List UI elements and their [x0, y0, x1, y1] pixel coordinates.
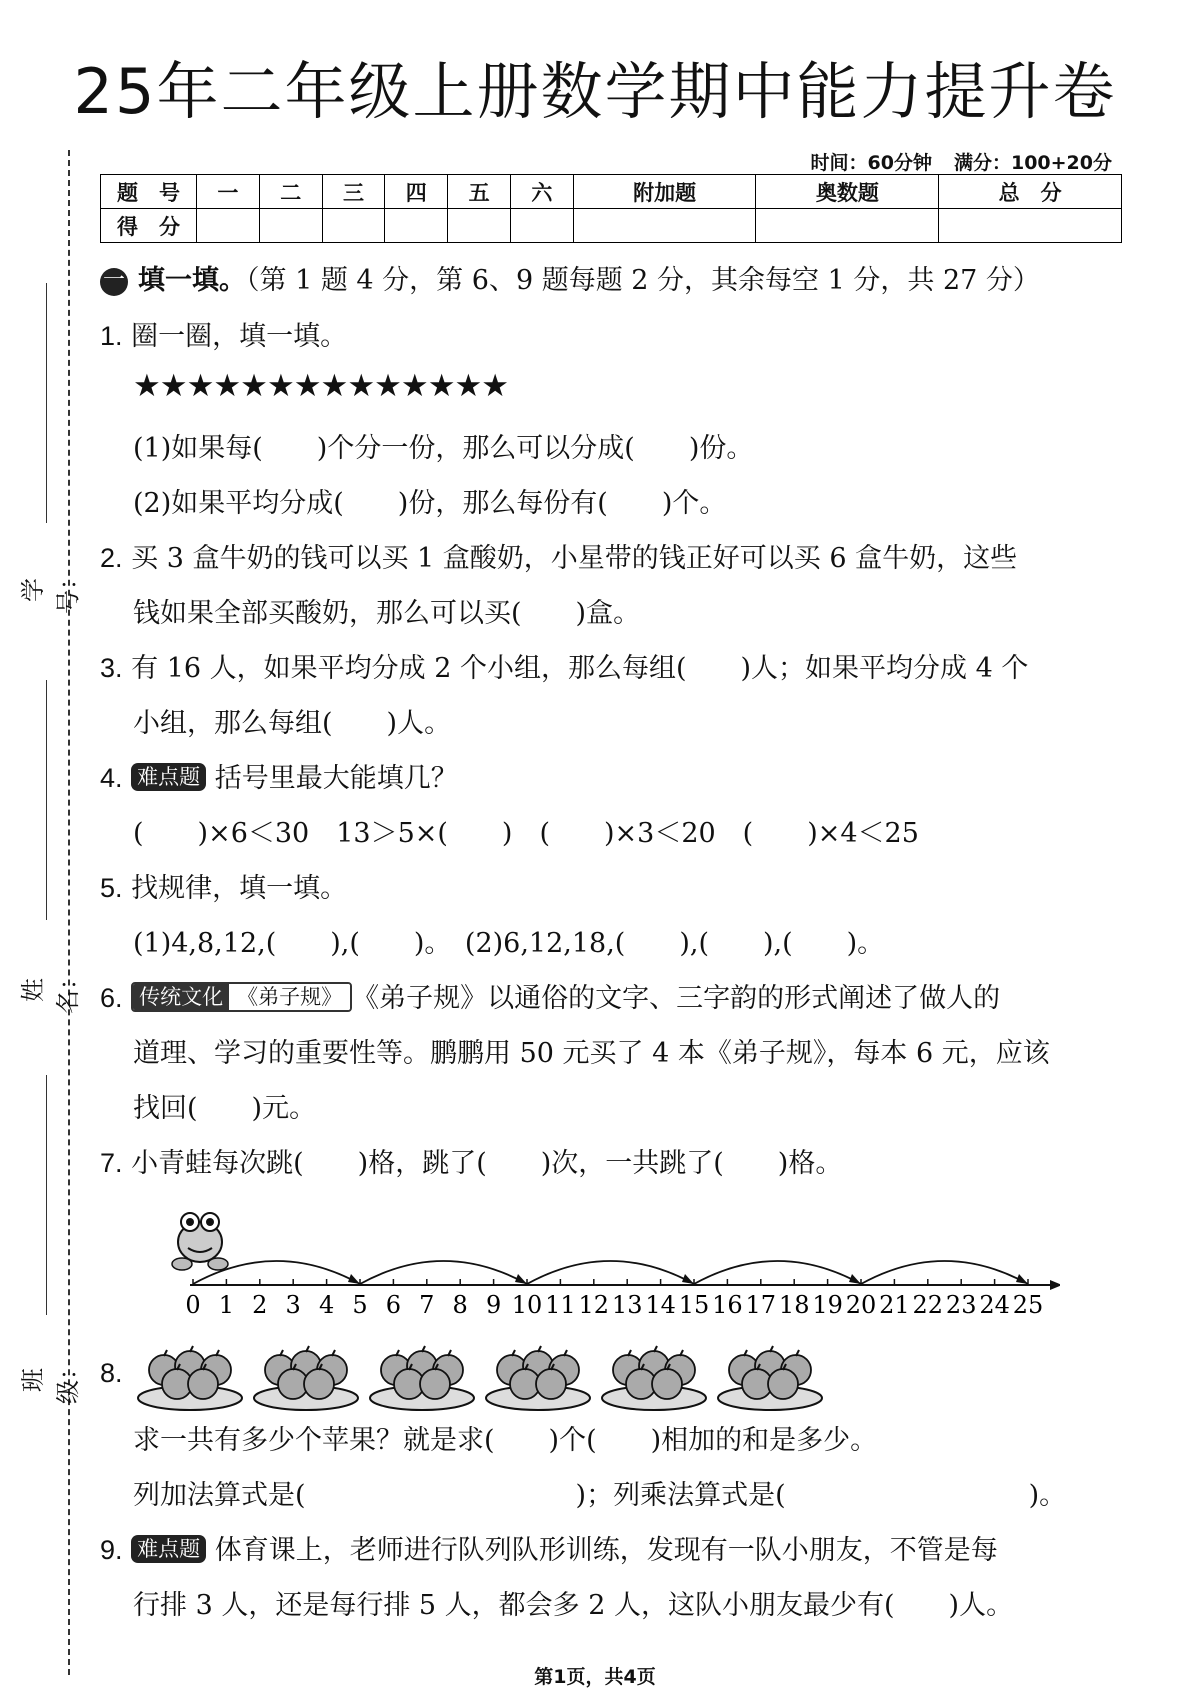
section-number-icon: 一: [100, 268, 128, 296]
banji-line[interactable]: [46, 1075, 47, 1315]
tick-label: 6: [385, 1291, 402, 1319]
question-6-line-2: 道理、学习的重要性等。鹏鹏用 50 元买了 4 本《弟子规》，每本 6 元，应该: [133, 1038, 1050, 1069]
question-3: [100, 646, 1028, 685]
jump-arc: [527, 1261, 694, 1284]
tick-label: 5: [352, 1291, 368, 1319]
arc-arrow-icon: [849, 1274, 861, 1284]
score-table-row: [101, 209, 1122, 243]
question-9-line-2: 行排 3 人，还是每行排 5 人，都会多 2 人，这队小朋友最少有( )人。: [133, 1590, 1014, 1621]
tick-label: 24: [979, 1291, 1010, 1319]
question-number: 6.: [100, 983, 123, 1013]
score-col: 一: [197, 175, 260, 209]
tick-label: 18: [778, 1291, 810, 1319]
score-col: 奥数题: [756, 175, 939, 209]
score-table: [100, 174, 1122, 243]
jump-arc: [360, 1261, 527, 1284]
xuehao-line[interactable]: [46, 283, 47, 523]
tick-label: 9: [485, 1291, 502, 1319]
apple-plate: [138, 1346, 242, 1410]
score-col: 总 分: [939, 175, 1122, 209]
xingming-line[interactable]: [46, 680, 47, 920]
question-number: 3.: [100, 653, 123, 683]
tick-label: 11: [545, 1291, 576, 1319]
score-cell[interactable]: [939, 209, 1122, 243]
question-1: [100, 314, 347, 353]
tick-label: 2: [252, 1291, 268, 1319]
tick-label: 16: [712, 1291, 743, 1319]
question-number: 5.: [100, 873, 123, 903]
question-text: 括号里最大能填几？: [214, 763, 458, 794]
question-2-line-2: 钱如果全部买酸奶，那么可以买( )盒。: [133, 598, 641, 629]
question-number: 1.: [100, 321, 123, 351]
tick-label: 12: [578, 1291, 610, 1319]
question-5: [100, 866, 347, 905]
score-cell[interactable]: [448, 209, 511, 243]
exam-time: 时间：60分钟: [810, 152, 932, 174]
question-9: [100, 1528, 998, 1567]
score-cell[interactable]: [385, 209, 448, 243]
score-cell[interactable]: [756, 209, 939, 243]
score-col: 六: [510, 175, 573, 209]
tick-label: 1: [218, 1291, 235, 1319]
question-text: 有 16 人，如果平均分成 2 个小组，那么每组( )人；如果平均分成 4 个: [131, 653, 1029, 684]
tick-label: 0: [185, 1291, 201, 1319]
score-cell[interactable]: [510, 209, 573, 243]
tick-label: 3: [285, 1291, 301, 1319]
apple-icon: [652, 1369, 682, 1399]
arc-arrow-icon: [682, 1274, 694, 1284]
tick-label: 19: [812, 1291, 843, 1319]
q1-part-1: (1)如果每( )个分一份，那么可以分成( )份。: [133, 433, 754, 464]
xingming-label: 姓名：: [19, 966, 82, 1014]
apple-plate: [486, 1346, 590, 1410]
tick-label: 23: [945, 1291, 977, 1319]
culture-badge-title: 《弟子规》: [229, 984, 350, 1010]
difficulty-badge: 难点题: [131, 1535, 206, 1563]
apple-plate: [370, 1346, 474, 1410]
score-cell[interactable]: [322, 209, 385, 243]
tick-label: 20: [845, 1291, 877, 1319]
question-3-line-2: 小组，那么每组( )人。: [133, 708, 452, 739]
jump-arc: [694, 1261, 861, 1284]
question-number: 9.: [100, 1535, 123, 1565]
jump-arc: [861, 1261, 1028, 1284]
apple-plate: [718, 1346, 822, 1410]
question-8-line-2: 列加法算式是( )；列乘法算式是( )。: [133, 1480, 1067, 1511]
score-table-header: [101, 175, 1122, 209]
exam-meta: [811, 148, 1112, 175]
binding-dashed-line: [68, 150, 70, 1675]
question-4: [100, 756, 458, 795]
score-cell[interactable]: [573, 209, 756, 243]
question-2: [100, 536, 1017, 575]
page-title: 25年二年级上册数学期中能力提升卷: [73, 55, 1117, 128]
tick-label: 14: [645, 1291, 676, 1319]
culture-badge-label: 传统文化: [133, 984, 229, 1010]
page-footer: 第1页，共4页: [534, 1666, 656, 1688]
apple-plates: [135, 1340, 835, 1420]
arc-arrow-icon: [515, 1274, 527, 1284]
tick-label: 22: [912, 1291, 944, 1319]
score-col: 题 号: [101, 175, 197, 209]
tick-label: 4: [318, 1291, 335, 1319]
apple-plate: [602, 1346, 706, 1410]
exam-full-score: 满分：100+20分: [953, 152, 1112, 174]
score-col: 附加题: [573, 175, 756, 209]
question-5-line-2: (1)4,8,12,( ),( )。 (2)6,12,18,( ),( ),( )。: [133, 928, 885, 959]
star-row: ★★★★★★★★★★★★★★: [133, 368, 509, 404]
tick-label: 7: [419, 1291, 435, 1319]
tick-label: 15: [678, 1291, 710, 1319]
apple-icon: [420, 1369, 450, 1399]
score-col: 三: [322, 175, 385, 209]
score-col: 二: [259, 175, 322, 209]
tick-label: 10: [511, 1291, 543, 1319]
question-number: 2.: [100, 543, 123, 573]
tick-label: 13: [611, 1291, 643, 1319]
question-number: 7.: [100, 1148, 123, 1178]
question-4-line-2: ( )×6＜30 13＞5×( ) ( )×3＜20 ( )×4＜25: [133, 818, 919, 849]
question-7: [100, 1141, 842, 1180]
question-8-line-1: 求一共有多少个苹果？就是求( )个( )相加的和是多少。: [133, 1425, 878, 1456]
apple-icon: [768, 1369, 798, 1399]
question-text: 体育课上，老师进行队列队形训练，发现有一队小朋友，不管是每: [214, 1535, 998, 1566]
tick-label: 8: [452, 1291, 468, 1319]
tick-label: 25: [1012, 1291, 1044, 1319]
section-desc: （第 1 题 4 分，第 6、9 题每题 2 分，其余每空 1 分，共 27 分）: [246, 265, 1040, 296]
apple-icon: [188, 1369, 218, 1399]
difficulty-badge: 难点题: [131, 763, 206, 791]
xuehao-label: 学号：: [19, 566, 82, 614]
question-6: [100, 976, 1000, 1015]
section-heading: [100, 258, 1040, 297]
question-6-line-3: 找回( )元。: [133, 1093, 317, 1124]
question-number: 8.: [100, 1358, 123, 1388]
culture-badge: [131, 982, 352, 1012]
arc-arrow-icon: [1016, 1274, 1028, 1284]
apple-icon: [304, 1369, 334, 1399]
question-8: [100, 1358, 123, 1389]
question-text: 圈一圈，填一填。: [131, 321, 348, 352]
jump-arcs: [193, 1261, 1028, 1284]
tick-label: 21: [879, 1291, 910, 1319]
score-row-label: 得 分: [101, 209, 197, 243]
score-cell[interactable]: [197, 209, 260, 243]
question-text: 小青蛙每次跳( )格，跳了( )次，一共跳了( )格。: [131, 1148, 843, 1179]
frog-number-line: [150, 1200, 1060, 1320]
q1-part-2: (2)如果平均分成( )份，那么每份有( )个。: [133, 488, 727, 519]
tick-label: 17: [745, 1291, 777, 1319]
axis-arrow-icon: [1050, 1280, 1060, 1290]
section-name: 填一填。: [138, 265, 246, 296]
score-cell[interactable]: [259, 209, 322, 243]
question-text: 买 3 盒牛奶的钱可以买 1 盒酸奶，小星带的钱正好可以买 6 盒牛奶，这些: [131, 543, 1018, 574]
frog-icon: [172, 1213, 228, 1270]
score-col: 四: [385, 175, 448, 209]
arc-arrow-icon: [348, 1274, 360, 1284]
question-text: 找规律，填一填。: [131, 873, 348, 904]
apple-icon: [536, 1369, 566, 1399]
score-col: 五: [448, 175, 511, 209]
question-text: 《弟子规》以通俗的文字、三字韵的形式阐述了做人的: [352, 983, 1001, 1014]
banji-label: 班级：: [19, 1356, 82, 1404]
question-number: 4.: [100, 763, 123, 793]
apple-plate: [254, 1346, 358, 1410]
